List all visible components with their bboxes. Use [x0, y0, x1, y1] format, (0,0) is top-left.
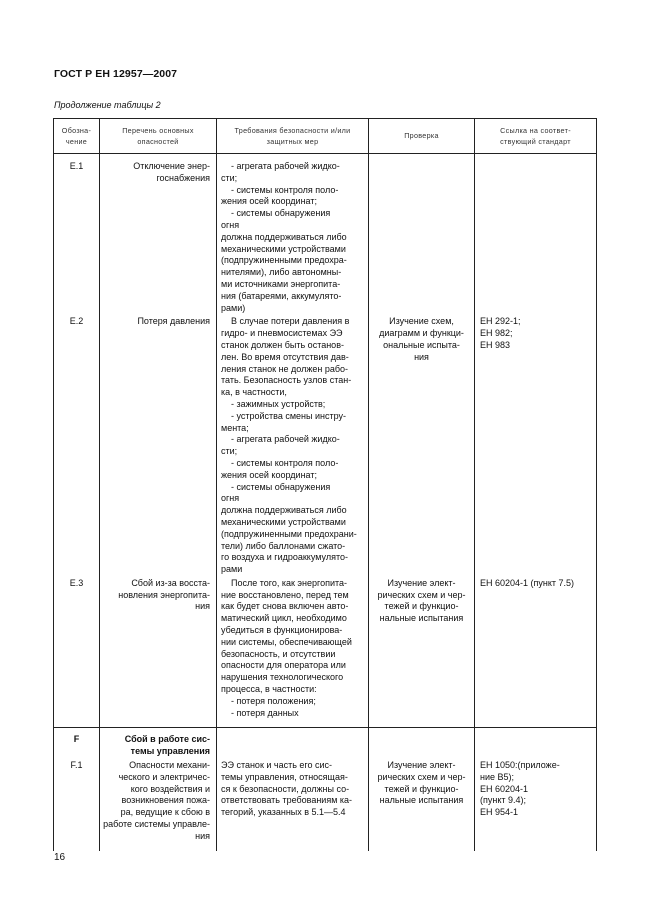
cell-line: ния	[195, 830, 210, 841]
cell-line: - агрегата рабочей жидко-	[231, 161, 340, 171]
cell-line: механическими устройствами	[221, 243, 346, 254]
cell-line: процесса, в частности:	[221, 684, 317, 695]
table-row	[54, 154, 597, 315]
cell-code	[54, 154, 100, 315]
cell-check	[369, 576, 475, 728]
table-row	[54, 728, 597, 758]
col-header-check: Проверка	[369, 119, 475, 154]
cell-line: ЕН 1050:(приложе-	[480, 760, 560, 771]
cell-line: Е.3	[69, 577, 84, 588]
cell-line: F	[73, 734, 80, 745]
cell-check	[369, 314, 475, 576]
cell-reference	[475, 314, 597, 576]
cell-line: Изучение элект-	[387, 577, 456, 588]
cell-line: - зажимных устройств;	[231, 398, 326, 409]
cell-line: опасности для оператора или	[221, 660, 346, 671]
cell-code	[54, 576, 100, 728]
cell-line: ческого и электричес-	[118, 771, 210, 782]
cell-line: Сбой в работе сис-	[124, 734, 210, 745]
col-header-hazards: Перечень основных опасностей	[100, 119, 217, 154]
cell-line: - системы обнаружения	[231, 208, 331, 219]
table-header-row	[54, 119, 597, 154]
cell-line: лен. Во время отсутствия дав-	[221, 351, 349, 362]
cell-line: Сбой из-за восста-	[131, 577, 210, 588]
cell-line: ЭЭ станок и часть его сис-	[221, 760, 333, 771]
cell-line: ЕН 60204-1 (пункт 7.5)	[480, 577, 575, 588]
cell-hazard	[100, 758, 217, 851]
cell-reference	[475, 576, 597, 728]
cell-line: гидро- и пневмосистемах ЭЭ	[221, 328, 343, 339]
cell-line: кого воздействия и	[130, 783, 210, 794]
cell-reference	[475, 154, 597, 315]
cell-line: - потеря положения;	[231, 695, 316, 706]
cell-check	[369, 154, 475, 315]
cell-line: сти;	[221, 446, 238, 457]
cell-line: ональные испыта-	[383, 339, 460, 350]
cell-requirements	[217, 576, 369, 728]
cell-line: Изучение элект-	[387, 760, 456, 771]
cell-line: ЕН 982;	[480, 328, 513, 339]
table-row	[54, 576, 597, 728]
cell-line: В случае потери давления в	[231, 316, 350, 327]
cell-line: как будет снова включен авто-	[221, 601, 349, 612]
cell-line: ления станок не должен рабо-	[221, 363, 349, 374]
cell-requirements	[217, 728, 369, 758]
cell-line: рических схем и чер-	[377, 589, 466, 600]
cell-line: сти;	[221, 172, 238, 183]
cell-line: диаграмм и функци-	[379, 328, 464, 339]
cell-hazard	[100, 728, 217, 758]
cell-line: После того, как энергопита-	[231, 577, 348, 588]
cell-requirements	[217, 314, 369, 576]
cell-line: ние В5);	[480, 771, 515, 782]
col-header-code: Обозна- чение	[54, 119, 100, 154]
cell-hazard	[100, 576, 217, 728]
page-number: 16	[54, 852, 66, 863]
cell-line: - системы контроля поло-	[231, 184, 339, 195]
cell-line: убедиться в функционирова-	[221, 625, 343, 636]
cell-line: Е.1	[69, 161, 84, 171]
table-row	[54, 314, 597, 576]
cell-line: жения осей координат;	[221, 469, 317, 480]
cell-line: ЕН 954-1	[480, 807, 519, 818]
cell-line: ЕН 60204-1	[480, 783, 529, 794]
hazards-table	[53, 118, 597, 851]
cell-line: нителями), либо автономны-	[221, 267, 342, 278]
table-caption: Продолжение таблицы 2	[54, 100, 161, 110]
cell-line: тежей и функцио-	[384, 783, 459, 794]
cell-check	[369, 728, 475, 758]
cell-reference	[475, 758, 597, 851]
col-header-reference: Ссылка на соответ- ствующий стандарт	[475, 119, 597, 154]
cell-line: - потеря данных	[231, 707, 299, 718]
col-header-requirements: Требования безопасности и/или защитных мер	[217, 119, 369, 154]
cell-line: мента;	[221, 422, 249, 433]
cell-line: (пункт 9.4);	[480, 795, 527, 806]
cell-check	[369, 758, 475, 851]
cell-line: нальные испытания	[379, 795, 464, 806]
cell-line: ния	[195, 601, 210, 612]
cell-line: жения осей координат;	[221, 196, 317, 207]
cell-line: ЕН 983	[480, 339, 511, 350]
cell-line: возникновения пожа-	[121, 795, 210, 806]
cell-line: го воздуха и гидроаккумулято-	[221, 552, 348, 563]
cell-line: - системы обнаружения	[231, 481, 331, 492]
cell-line: станок должен быть останов-	[221, 339, 344, 350]
cell-line: ния	[414, 351, 429, 362]
cell-requirements	[217, 154, 369, 315]
cell-line: рами	[221, 564, 243, 575]
cell-line: Изучение схем,	[389, 316, 454, 327]
cell-line: механическими устройствами	[221, 516, 346, 527]
cell-line: ния (батареями, аккумулято-	[221, 290, 342, 301]
cell-line: ми источниками энергопита-	[221, 278, 341, 289]
cell-line: безопасность, и отсутствии	[221, 648, 336, 659]
cell-requirements	[217, 758, 369, 851]
cell-hazard	[100, 154, 217, 315]
cell-line: должна поддерживаться либо	[221, 505, 347, 516]
cell-code	[54, 728, 100, 758]
cell-line: F.1	[70, 760, 83, 771]
cell-line: ка, в частности,	[221, 387, 287, 398]
cell-line: работе системы управле-	[103, 819, 210, 830]
cell-line: тежей и функцио-	[384, 601, 459, 612]
cell-code	[54, 314, 100, 576]
cell-line: огня	[221, 493, 240, 504]
cell-reference	[475, 728, 597, 758]
cell-code	[54, 758, 100, 851]
cell-line: темы управления, относящая-	[221, 771, 348, 782]
cell-line: должна поддерживаться либо	[221, 231, 347, 242]
cell-line: госнабжения	[156, 172, 210, 183]
cell-line: ответствовать требованиям ка-	[221, 795, 353, 806]
cell-line: (подпружиненными предохрани-	[221, 528, 357, 539]
cell-line: - агрегата рабочей жидко-	[231, 434, 340, 445]
cell-line: матический цикл, необходимо	[221, 613, 347, 624]
cell-line: огня	[221, 219, 240, 230]
cell-line: тегорий, указанных в 5.1—5.4	[221, 807, 346, 818]
cell-line: ЕН 292-1;	[480, 316, 521, 327]
cell-line: Отключение энер-	[133, 161, 210, 171]
cell-line: Потеря давления	[137, 316, 210, 327]
cell-line: Опасности механи-	[129, 760, 210, 771]
cell-line: Е.2	[69, 316, 84, 327]
cell-line: рических схем и чер-	[377, 771, 466, 782]
cell-line: тать. Безопасность узлов стан-	[221, 375, 352, 386]
cell-line: новления энергопита-	[118, 589, 210, 600]
cell-line: нии системы, обеспечивающей	[221, 636, 352, 647]
cell-line: ние восстановлено, перед тем	[221, 589, 349, 600]
table-row	[54, 758, 597, 851]
cell-line: нарушения технологического	[221, 672, 344, 683]
cell-hazard	[100, 314, 217, 576]
document-title: ГОСТ Р ЕН 12957—2007	[54, 68, 178, 80]
cell-line: нальные испытания	[379, 613, 464, 624]
cell-line: ся к безопасности, должны со-	[221, 783, 350, 794]
cell-line: рами)	[221, 302, 246, 313]
cell-line: - системы контроля поло-	[231, 457, 339, 468]
cell-line: (подпружиненными предохра-	[221, 255, 347, 266]
cell-line: ра, ведущие к сбою в	[120, 807, 210, 818]
cell-line: темы управления	[130, 746, 210, 757]
cell-line: - устройства смены инстру-	[231, 410, 347, 421]
cell-line: тели) либо баллонами сжато-	[221, 540, 346, 551]
